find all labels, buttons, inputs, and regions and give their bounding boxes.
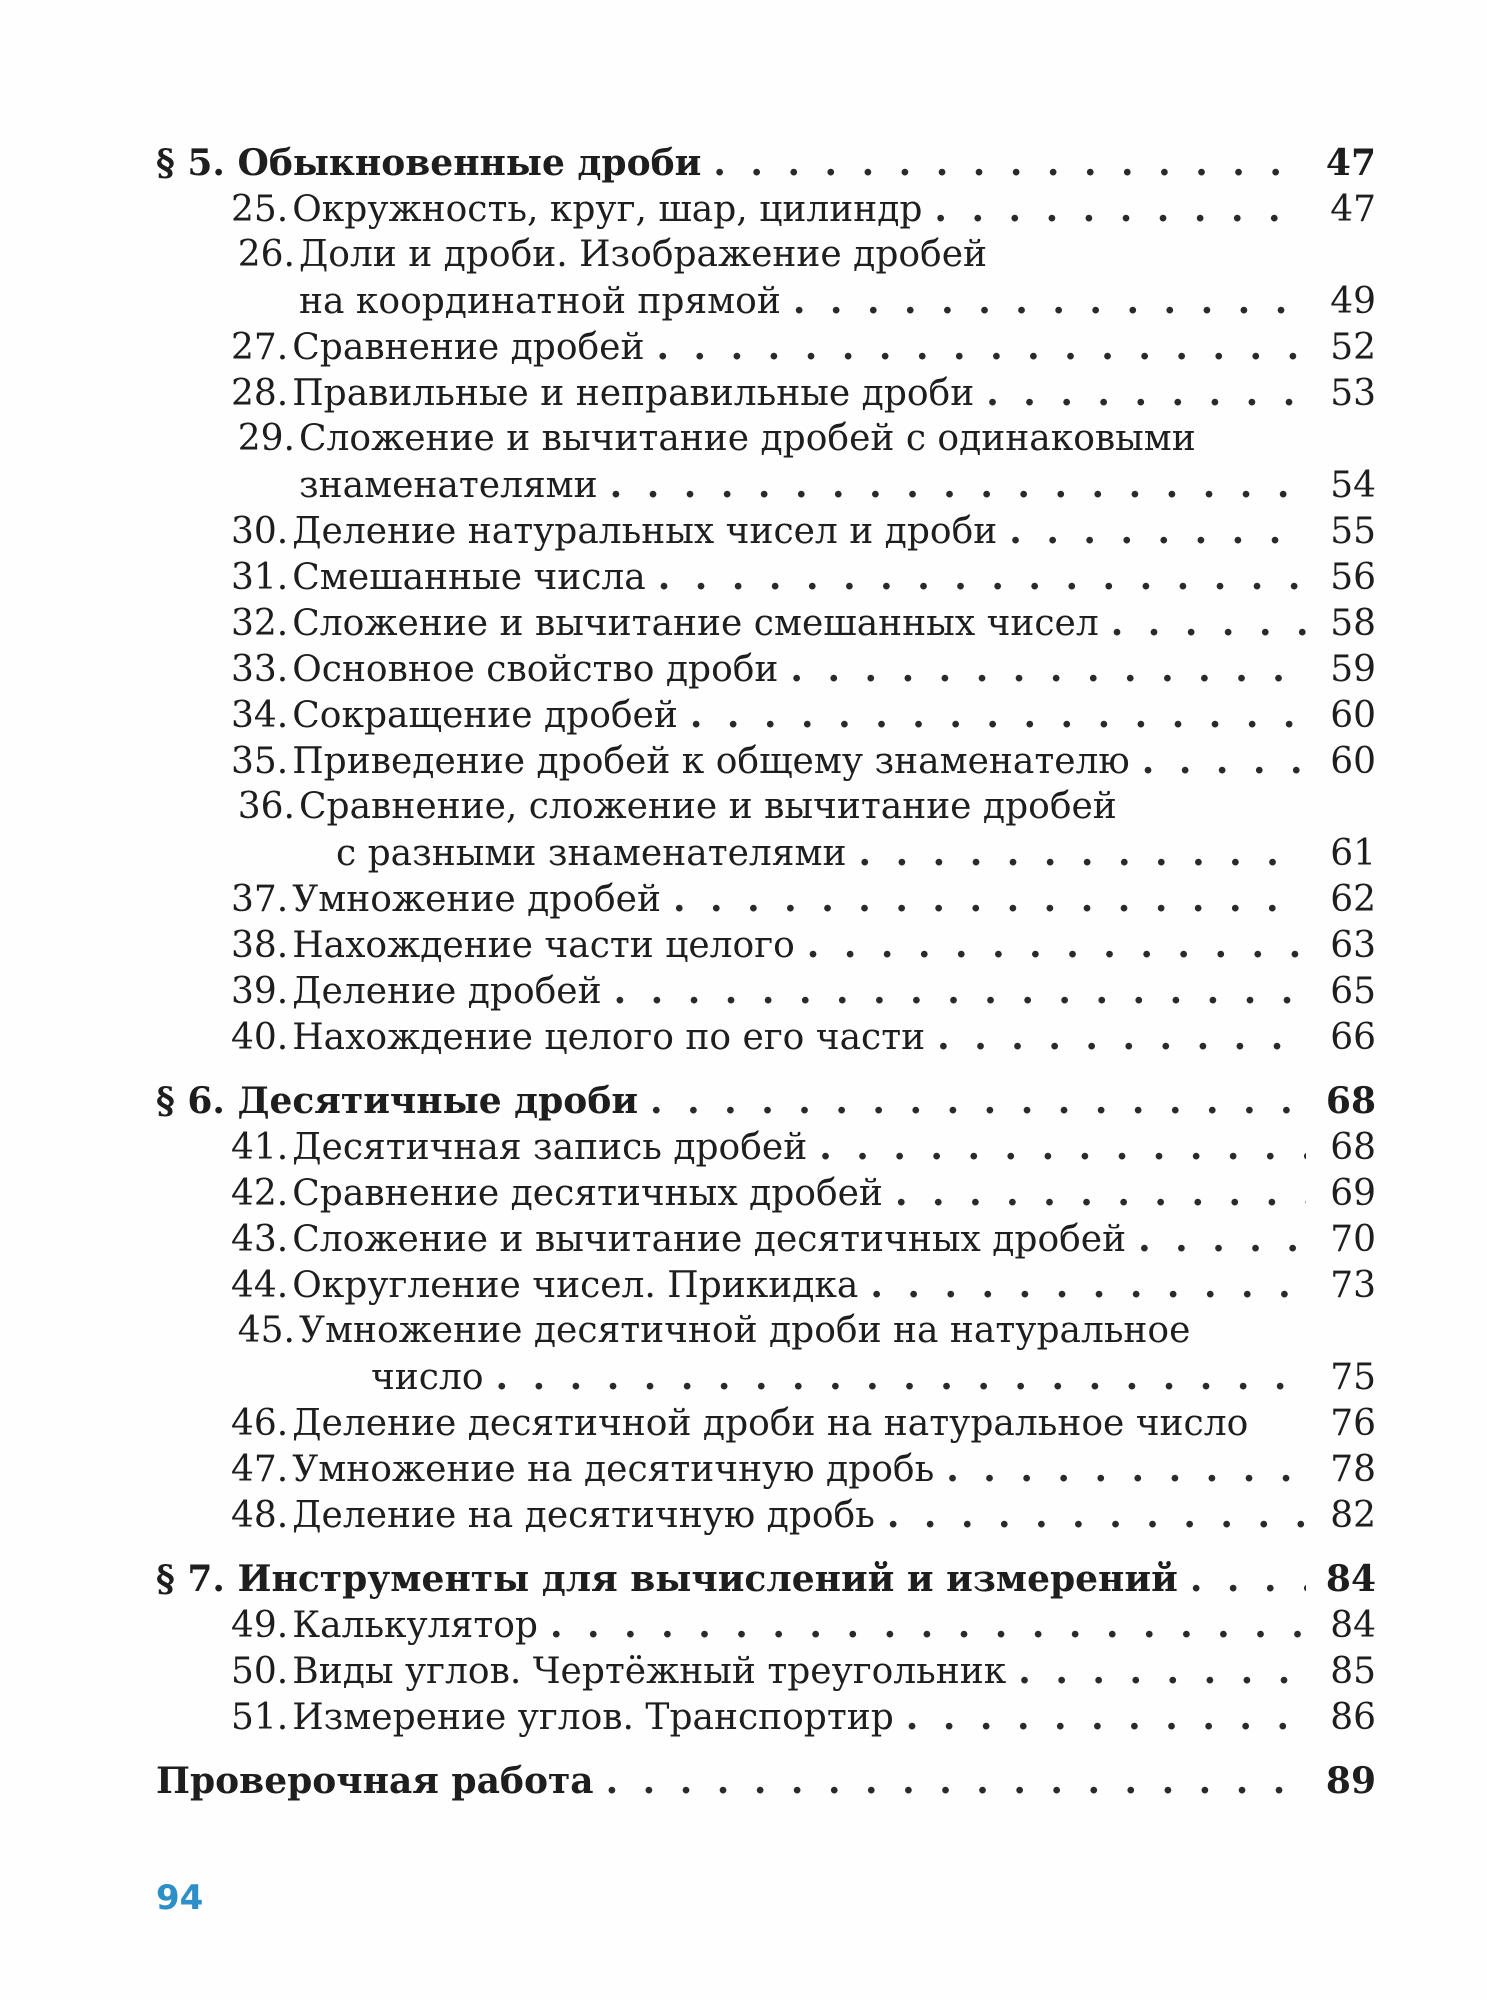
toc-item-33[interactable] xyxy=(156,646,1376,692)
toc-section-6[interactable] xyxy=(156,1078,1376,1124)
toc-page-number: 60 xyxy=(1330,695,1376,736)
leader-dots xyxy=(807,922,1306,968)
toc-item-title-line2: с разными знаменателями xyxy=(336,833,847,874)
toc-item-26[interactable] xyxy=(156,232,1376,278)
toc-item-number: 48. xyxy=(231,1495,289,1536)
leader-dots xyxy=(793,278,1306,324)
toc-item-number: 33. xyxy=(231,649,289,690)
leader-dots xyxy=(790,646,1306,692)
toc-item-title: Нахождение части целого xyxy=(292,925,795,966)
leader-dots xyxy=(614,968,1306,1014)
toc-page-number: 63 xyxy=(1330,925,1376,966)
toc-page-number: 84 xyxy=(1325,1558,1376,1600)
table-of-contents xyxy=(156,140,1376,1804)
leader-dots xyxy=(496,1354,1307,1400)
toc-item-title: Измерение углов. Транспортир xyxy=(292,1697,894,1738)
toc-item-46[interactable] xyxy=(156,1400,1376,1446)
toc-item-29-cont[interactable] xyxy=(156,462,1376,508)
toc-section-title: § 6. Десятичные дроби xyxy=(156,1080,639,1122)
toc-item-number: 32. xyxy=(231,603,289,644)
toc-item-title: Правильные и неправильные дроби xyxy=(292,373,975,414)
toc-section-title: Проверочная работа xyxy=(156,1760,594,1802)
toc-item-34[interactable] xyxy=(156,692,1376,738)
toc-item-number: 28. xyxy=(231,373,289,414)
toc-item-number: 49. xyxy=(231,1605,289,1646)
toc-item-36[interactable] xyxy=(156,784,1376,830)
toc-page-number: 69 xyxy=(1330,1173,1376,1214)
leader-dots xyxy=(819,1124,1306,1170)
toc-item-40[interactable] xyxy=(156,1014,1376,1060)
toc-item-number: 25. xyxy=(231,189,289,230)
toc-item-title: Сравнение десятичных дробей xyxy=(292,1173,883,1214)
toc-page-number: 56 xyxy=(1330,557,1376,598)
toc-section-title: § 5. Обыкновенные дроби xyxy=(156,142,702,184)
toc-item-number: 41. xyxy=(231,1127,289,1168)
toc-page-number: 59 xyxy=(1330,649,1376,690)
leader-dots xyxy=(606,1758,1306,1804)
toc-item-number: 29. xyxy=(237,418,295,459)
leader-dots xyxy=(887,1492,1306,1538)
toc-page-number: 55 xyxy=(1330,511,1376,552)
toc-item-number: 39. xyxy=(231,971,289,1012)
toc-item-29[interactable] xyxy=(156,416,1376,462)
toc-item-36-cont[interactable] xyxy=(156,830,1376,876)
toc-page-number: 65 xyxy=(1330,971,1376,1012)
toc-page-number: 89 xyxy=(1325,1760,1376,1802)
toc-item-41[interactable] xyxy=(156,1124,1376,1170)
toc-item-43[interactable] xyxy=(156,1216,1376,1262)
toc-item-number: 47. xyxy=(231,1449,289,1490)
toc-page-number: 47 xyxy=(1330,189,1376,230)
leader-dots xyxy=(656,324,1306,370)
toc-item-number: 46. xyxy=(231,1403,289,1444)
toc-page-number: 76 xyxy=(1330,1403,1376,1444)
toc-item-number: 27. xyxy=(231,327,289,368)
toc-item-number: 31. xyxy=(231,557,289,598)
toc-item-title-line1: Доли и дроби. Изображение дробей xyxy=(299,234,988,275)
leader-dots xyxy=(1138,1216,1306,1262)
toc-item-number: 38. xyxy=(231,925,289,966)
leader-dots xyxy=(1142,738,1306,784)
toc-page-number: 62 xyxy=(1330,879,1376,920)
leader-dots xyxy=(550,1602,1306,1648)
toc-item-title: Умножение дробей xyxy=(292,879,661,920)
toc-item-title: Сложение и вычитание десятичных дробей xyxy=(292,1219,1127,1260)
toc-item-number: 35. xyxy=(231,741,289,782)
toc-item-number: 40. xyxy=(231,1017,289,1058)
toc-item-title-line2: число xyxy=(371,1357,484,1398)
toc-item-title-line2: на координатной прямой xyxy=(299,281,781,322)
toc-item-title-line1: Сравнение, сложение и вычитание дробей xyxy=(299,786,1117,827)
leader-dots xyxy=(1009,508,1306,554)
leader-dots xyxy=(713,140,1306,186)
toc-item-number: 34. xyxy=(231,695,289,736)
toc-item-48[interactable] xyxy=(156,1492,1376,1538)
leader-dots xyxy=(895,1170,1306,1216)
toc-item-number: 37. xyxy=(231,879,289,920)
toc-item-title: Деление на десятичную дробь xyxy=(292,1495,875,1536)
leader-dots xyxy=(870,1262,1306,1308)
toc-section-title: § 7. Инструменты для вычислений и измерений xyxy=(156,1558,1178,1600)
toc-page-number: 49 xyxy=(1330,281,1376,322)
page-number: 94 xyxy=(156,1878,204,1918)
toc-item-title: Калькулятор xyxy=(292,1605,538,1646)
leader-dots xyxy=(934,186,1306,232)
toc-item-title-line2: знаменателями xyxy=(299,465,598,506)
toc-item-51[interactable] xyxy=(156,1694,1376,1740)
toc-item-title: Десятичная запись дробей xyxy=(292,1127,808,1168)
toc-page-number: 53 xyxy=(1330,373,1376,414)
toc-item-title: Сложение и вычитание смешанных чисел xyxy=(292,603,1099,644)
toc-item-title: Деление натуральных чисел и дроби xyxy=(292,511,998,552)
toc-page-number: 68 xyxy=(1325,1080,1376,1122)
toc-item-title: Смешанные числа xyxy=(292,557,646,598)
toc-section-7[interactable] xyxy=(156,1556,1376,1602)
toc-page-number: 85 xyxy=(1330,1651,1376,1692)
toc-page-number: 70 xyxy=(1330,1219,1376,1260)
toc-item-37[interactable] xyxy=(156,876,1376,922)
toc-item-title: Приведение дробей к общему знаменателю xyxy=(292,741,1130,782)
toc-page-number: 61 xyxy=(1330,833,1376,874)
toc-item-25[interactable] xyxy=(156,186,1376,232)
toc-item-title: Сокращение дробей xyxy=(292,695,678,736)
toc-page-number: 75 xyxy=(1330,1357,1376,1398)
toc-item-title-line1: Умножение десятичной дроби на натуральное xyxy=(299,1310,1191,1351)
toc-item-title: Сравнение дробей xyxy=(292,327,645,368)
toc-page-number: 60 xyxy=(1330,741,1376,782)
toc-item-number: 51. xyxy=(231,1697,289,1738)
toc-item-number: 50. xyxy=(231,1651,289,1692)
toc-page-number: 73 xyxy=(1330,1265,1376,1306)
leader-dots xyxy=(673,876,1306,922)
toc-item-39[interactable] xyxy=(156,968,1376,1014)
leader-dots xyxy=(859,830,1307,876)
leader-dots xyxy=(1111,600,1306,646)
toc-page-number: 66 xyxy=(1330,1017,1376,1058)
toc-page-number: 54 xyxy=(1330,465,1376,506)
leader-dots xyxy=(1018,1648,1306,1694)
toc-section-5[interactable] xyxy=(156,140,1376,186)
toc-item-number: 30. xyxy=(231,511,289,552)
toc-item-title: Нахождение целого по его части xyxy=(292,1017,926,1058)
toc-item-31[interactable] xyxy=(156,554,1376,600)
toc-item-28[interactable] xyxy=(156,370,1376,416)
toc-item-50[interactable] xyxy=(156,1648,1376,1694)
toc-item-title: Основное свойство дроби xyxy=(292,649,779,690)
toc-item-title: Окружность, круг, шар, цилиндр xyxy=(292,189,923,230)
toc-item-title: Деление дробей xyxy=(292,971,602,1012)
toc-item-49[interactable] xyxy=(156,1602,1376,1648)
toc-check-work[interactable] xyxy=(156,1758,1376,1804)
toc-page-number: 86 xyxy=(1330,1697,1376,1738)
toc-item-32[interactable] xyxy=(156,600,1376,646)
toc-page-number: 82 xyxy=(1330,1495,1376,1536)
toc-item-number: 36. xyxy=(237,786,295,827)
leader-dots xyxy=(1190,1556,1306,1602)
toc-item-title: Виды углов. Чертёжный треугольник xyxy=(292,1651,1007,1692)
toc-item-title-line1: Сложение и вычитание дробей с одинаковыми xyxy=(299,418,1196,459)
toc-item-42[interactable] xyxy=(156,1170,1376,1216)
toc-item-number: 45. xyxy=(237,1310,295,1351)
leader-dots xyxy=(690,692,1306,738)
toc-item-47[interactable] xyxy=(156,1446,1376,1492)
toc-item-number: 42. xyxy=(231,1173,289,1214)
toc-item-title: Деление десятичной дроби на натуральное число xyxy=(292,1403,1249,1444)
toc-item-title: Округление чисел. Прикидка xyxy=(292,1265,859,1306)
toc-page-number: 68 xyxy=(1330,1127,1376,1168)
leader-dots xyxy=(650,1078,1306,1124)
leader-dots xyxy=(658,554,1306,600)
toc-item-30[interactable] xyxy=(156,508,1376,554)
toc-page-number: 84 xyxy=(1330,1605,1376,1646)
leader-dots xyxy=(937,1014,1306,1060)
toc-item-35[interactable] xyxy=(156,738,1376,784)
toc-page-number: 78 xyxy=(1330,1449,1376,1490)
leader-dots xyxy=(986,370,1306,416)
toc-page-number: 52 xyxy=(1330,327,1376,368)
toc-item-number: 26. xyxy=(237,234,295,275)
toc-page-number: 47 xyxy=(1325,142,1376,184)
toc-item-title: Умножение на десятичную дробь xyxy=(292,1449,935,1490)
toc-item-27[interactable] xyxy=(156,324,1376,370)
toc-item-38[interactable] xyxy=(156,922,1376,968)
toc-item-44[interactable] xyxy=(156,1262,1376,1308)
toc-item-45-cont[interactable] xyxy=(156,1354,1376,1400)
toc-item-number: 44. xyxy=(231,1265,289,1306)
leader-dots xyxy=(906,1694,1306,1740)
toc-item-26-cont[interactable] xyxy=(156,278,1376,324)
leader-dots xyxy=(610,462,1306,508)
toc-page-number: 58 xyxy=(1330,603,1376,644)
leader-dots xyxy=(946,1446,1306,1492)
toc-item-number: 43. xyxy=(231,1219,289,1260)
toc-item-45[interactable] xyxy=(156,1308,1376,1354)
